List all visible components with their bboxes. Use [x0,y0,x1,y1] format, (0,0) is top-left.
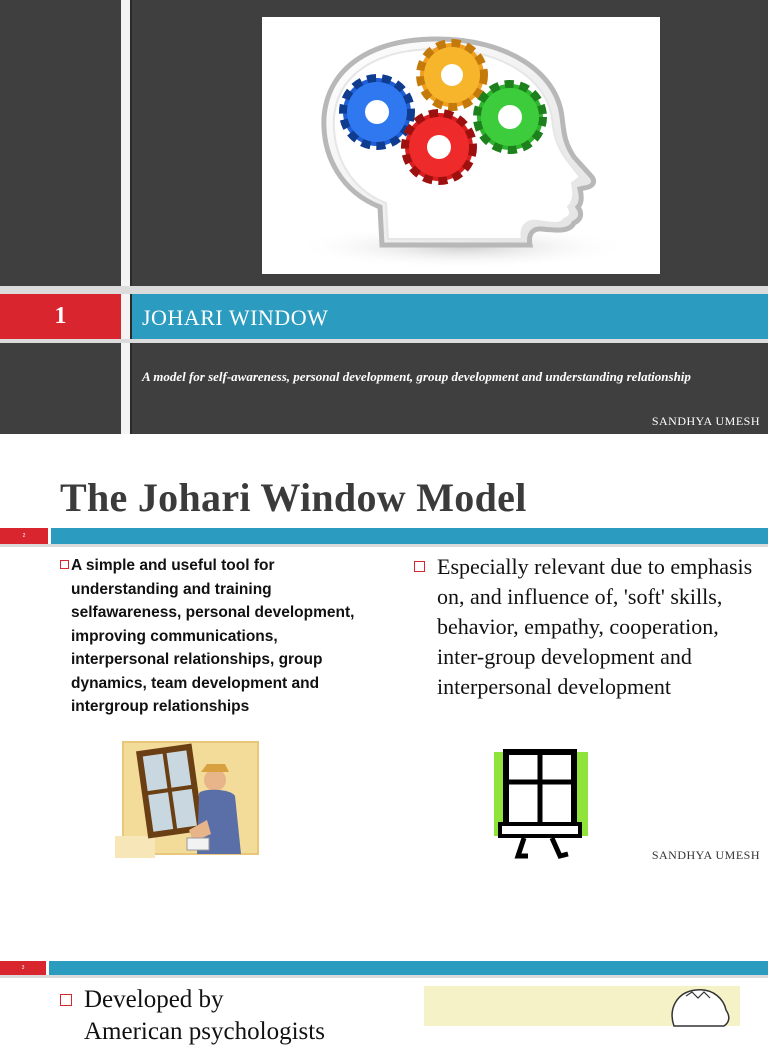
gears-head-image [262,17,660,274]
header-bar [49,961,768,975]
header-bar-shadow [0,975,768,978]
author-name: SANDHYA UMESH [651,414,760,428]
band-top [0,286,768,294]
bullet-square-icon [414,561,425,572]
man-carrying-window-clipart [115,742,260,858]
vertical-divider-shadow [130,0,132,434]
head-with-gears-illustration [262,17,660,274]
header-bar [51,528,768,544]
window-clipart [490,752,590,860]
vertical-divider [121,0,130,434]
band-bottom [0,339,768,343]
bullet-left-text: A simple and useful tool for understanding and training selfawareness, personal development, improving communications, interpersonal relationships, group dynamics, team development and intergroup relationships [71,557,355,715]
bullet-right [414,552,754,702]
slide-subtitle: A model for self-awareness, personal development, group development and understanding relationship [142,369,691,384]
green-gear-icon [477,84,543,150]
title-slide [0,0,768,434]
bullet-developed-by [60,984,400,1048]
slide-title: The Johari Window Model [60,475,527,520]
slide-number: 1 [54,303,67,329]
content-slide-3 [0,954,768,1045]
red-gear-icon [405,113,473,181]
bullet-text-line2: American psychologists [84,1018,325,1045]
slide-number: 3 [21,965,25,971]
cartoon-image [424,986,740,1026]
bullet-text-line1: Developed by [84,986,224,1013]
slide-title: JOHARI WINDOW [142,305,329,330]
bullet-right-text: Especially relevant due to emphasis on, and influence of, 'soft' skills, behavior, empathy, cooperation, inter-group development and interpersonal development [437,554,753,699]
header-bar-shadow [0,544,768,547]
slide-number: 2 [22,533,26,539]
bullet-square-icon [60,560,69,569]
content-slide-2 [0,434,768,954]
bullet-square-icon [60,994,72,1006]
author-name: SANDHYA UMESH [651,848,760,862]
orange-gear-icon [420,43,484,107]
blue-gear-icon [343,78,411,146]
bullet-left [60,554,380,719]
